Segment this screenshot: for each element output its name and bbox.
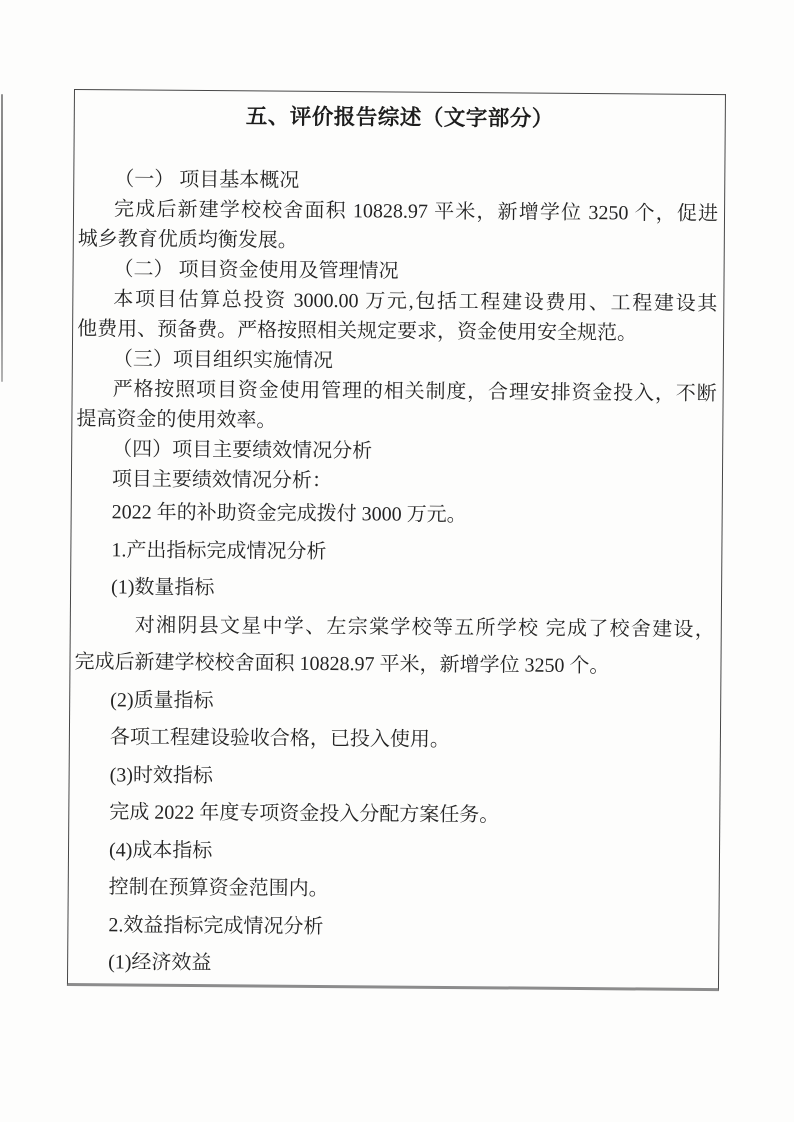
text-line: 2.效益指标完成情况分析 xyxy=(108,913,324,938)
text-line: 城乡教育优质均衡发展。 xyxy=(77,228,298,252)
text-line: 完成后新建学校校舍面积 10828.97 平米，新增学位 3250 个。 xyxy=(74,651,610,678)
text-line: （二） 项目资金使用及管理情况 xyxy=(113,258,399,283)
text-line: (2)质量指标 xyxy=(110,688,214,712)
text-line: 严格按照项目资金使用管理的相关制度，合理安排资金投入，不断 xyxy=(112,378,717,406)
text-line: (1)数量指标 xyxy=(111,576,215,600)
text-line: 他费用、预备费。严格按照相关规定要求，资金使用安全规范。 xyxy=(77,318,638,345)
text-line: 1.产出指标完成情况分析 xyxy=(111,538,327,563)
text-line: 各项工程建设验收合格，已投入使用。 xyxy=(109,726,450,751)
text-line: 提高资金的使用效率。 xyxy=(76,408,277,432)
text-line: （一） 项目基本概况 xyxy=(114,168,300,192)
text-line: (1)经济效益 xyxy=(108,951,212,975)
text-line: 2022 年的补助资金完成拨付 3000 万元。 xyxy=(111,501,467,527)
text-line: （三）项目组织实施情况 xyxy=(112,348,333,373)
text-line: 完成后新建学校校舍面积 10828.97 平米，新增学位 3250 个，促进 xyxy=(113,198,719,226)
text-line: (3)时效指标 xyxy=(109,763,214,787)
text-line: 控制在预算资金范围内。 xyxy=(108,876,329,901)
report-border-box xyxy=(67,89,726,991)
text-line: 对湘阴县文星中学、左宗棠学校等五所学校 完成了校舍建设， xyxy=(134,613,715,641)
text-line: 项目主要绩效情况分析： xyxy=(111,468,333,493)
text-line: 本项目估算总投资 3000.00 万元,包括工程建设费用、工程建设其 xyxy=(113,288,718,316)
text-line: (4)成本指标 xyxy=(108,838,213,862)
text-line: 完成 2022 年度专项资金投入分配方案任务。 xyxy=(109,801,500,827)
report-title: 五、评价报告综述（文字部分） xyxy=(245,104,554,131)
text-line: （四）项目主要绩效情况分析 xyxy=(112,438,373,463)
scan-edge-artifact xyxy=(1,94,3,382)
report-body xyxy=(68,164,724,987)
